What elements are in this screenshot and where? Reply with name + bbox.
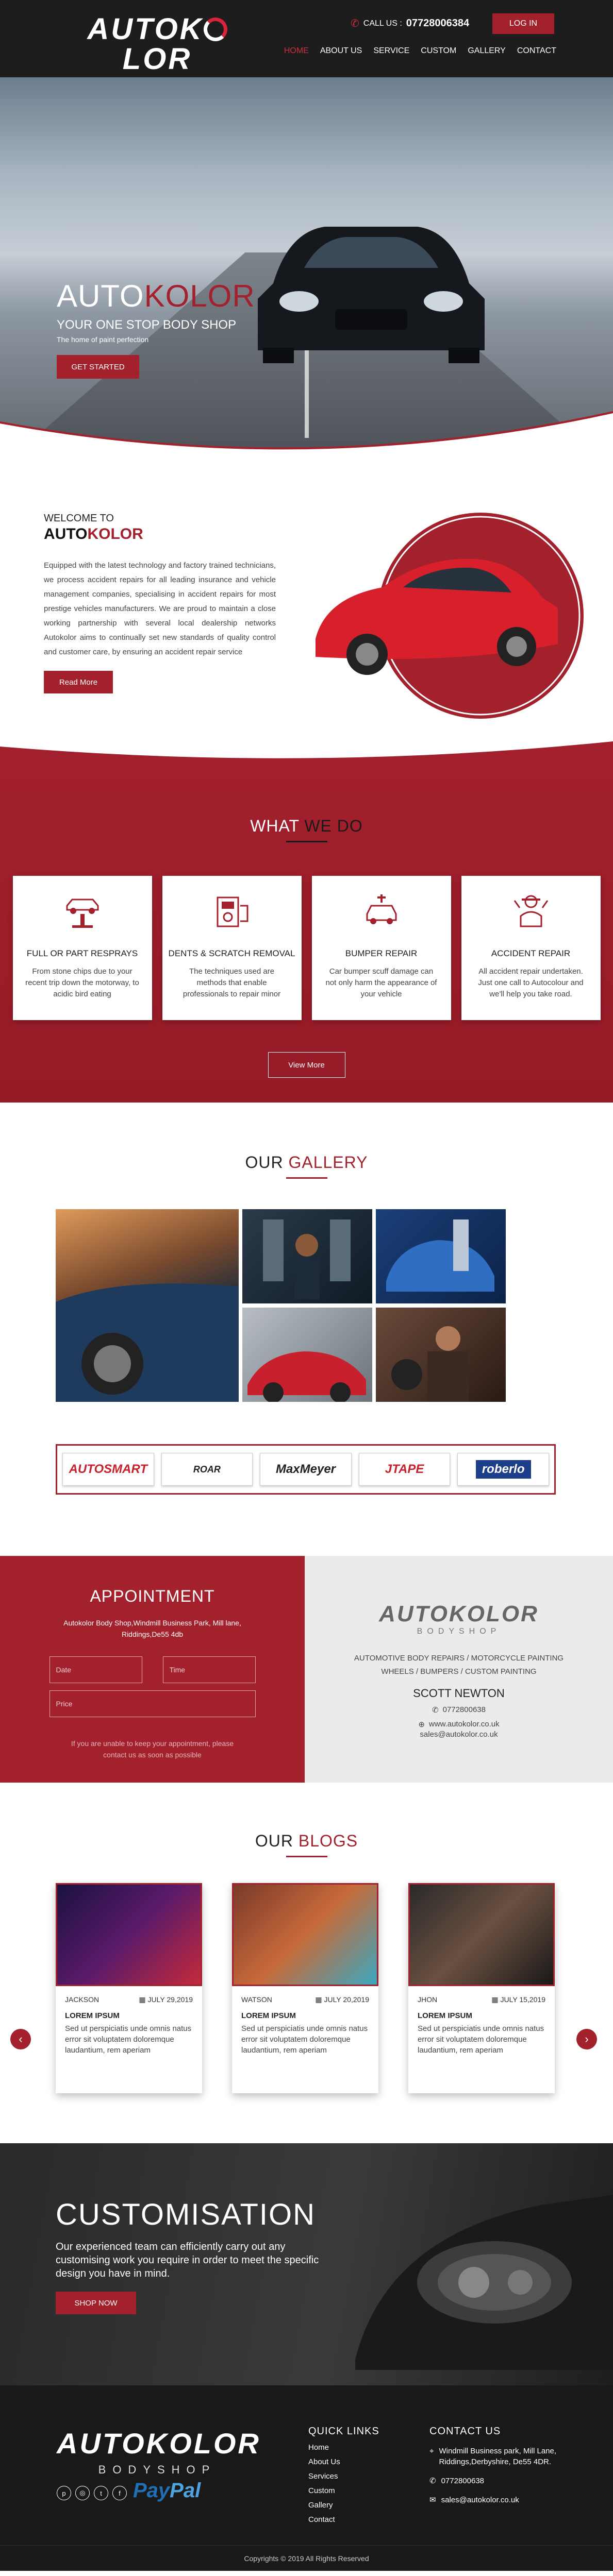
paypal-logo: PayPal: [133, 2479, 201, 2502]
hero-text: [57, 278, 255, 379]
logo-word: AUTOK: [87, 12, 204, 46]
contact-card-logo: AUTOKOLOR BODYSHOP: [379, 1601, 539, 1636]
view-more-button[interactable]: View More: [268, 1052, 345, 1078]
appointment-form: [0, 1556, 305, 1783]
quick-links: [308, 2426, 379, 2524]
contact-card-website[interactable]: ⊕ www.autokolor.co.uk: [418, 1720, 500, 1729]
footer-link-contact[interactable]: Contact: [308, 2515, 335, 2524]
welcome-car-image: [305, 510, 586, 721]
logo-word-end: LOR: [122, 42, 192, 76]
hero-subtitle: YOUR ONE STOP BODY SHOP: [57, 318, 237, 332]
nav-gallery[interactable]: GALLERY: [468, 46, 506, 55]
footer-email[interactable]: sales@autokolor.co.uk: [441, 2496, 519, 2504]
phone-icon: ✆: [351, 18, 359, 29]
site-header: [0, 0, 613, 77]
footer-link-services[interactable]: Services: [308, 2472, 338, 2481]
title-underline: [286, 1856, 327, 1857]
footer-link-gallery[interactable]: Gallery: [308, 2501, 333, 2510]
service-title: ACCIDENT REPAIR: [491, 948, 571, 958]
appointment-address: Autokolor Body Shop,Windmill Business Park, Mill lane, Riddings,De55 4db: [63, 1619, 241, 1638]
blog-excerpt: Sed ut perspiciatis unde omnis natus error sit voluptatem doloremque laudantium, rem aperiam: [65, 2024, 192, 2055]
service-desc: All accident repair undertaken. Just one call to Autocolour and we'll help you take road.: [478, 967, 584, 998]
location-icon: ⌖: [429, 2447, 434, 2455]
contact-card-phone[interactable]: ✆ 0772800638: [432, 1705, 486, 1715]
blog-author: WATSON: [241, 1995, 272, 2004]
blog-date: ▦ JULY 20,2019: [315, 1995, 369, 2004]
brand-logo[interactable]: AUTOSMART: [62, 1453, 154, 1486]
contact-card-name: SCOTT NEWTON: [413, 1687, 505, 1700]
gallery-image[interactable]: [56, 1209, 239, 1402]
blogs-section: [0, 1783, 613, 2143]
service-card[interactable]: [13, 876, 152, 1020]
blogs-title: OUR BLOGS: [255, 1832, 358, 1850]
pinterest-icon[interactable]: p: [57, 2486, 71, 2500]
date-field[interactable]: [49, 1656, 142, 1683]
gallery-image[interactable]: [242, 1209, 372, 1303]
service-desc: The techniques used are methods that enable professionals to repair minor: [183, 967, 281, 998]
service-title: FULL OR PART RESPRAYS: [26, 948, 138, 958]
welcome-body: Equipped with the latest technology and factory trained technicians, we process accident repairs for all leading insurance and vehicle management companies, specialising in accident repairs for most prestige vehicles manufacturers. We are proud to maintain a close working partnership with several local dealership networks Autokolor aims to continually set new standards of quality control and customer care, by ensuring an accident repair service: [44, 561, 276, 656]
brand-logo[interactable]: roberlo: [476, 1460, 531, 1479]
footer-phone[interactable]: 0772800638: [441, 2477, 485, 2485]
service-card[interactable]: [312, 876, 451, 1020]
service-title: BUMPER REPAIR: [345, 948, 418, 958]
hero-car-image: [242, 196, 500, 366]
blog-card[interactable]: [232, 1883, 378, 2093]
service-card[interactable]: [461, 876, 601, 1020]
shop-now-button[interactable]: SHOP NOW: [56, 2292, 136, 2314]
blog-image: [56, 1883, 202, 1986]
globe-icon: ⊕: [418, 1720, 425, 1729]
appointment-title: APPOINTMENT: [90, 1587, 215, 1605]
welcome-label: WELCOME TO: [44, 513, 114, 524]
car-lift-icon: [62, 890, 103, 931]
social-links: [57, 2486, 127, 2500]
title-underline: [286, 841, 327, 842]
gallery-image[interactable]: [242, 1308, 372, 1402]
nav-custom[interactable]: CUSTOM: [421, 46, 457, 55]
facebook-icon[interactable]: f: [112, 2486, 127, 2500]
quick-links-title: QUICK LINKS: [308, 2426, 379, 2437]
twitter-icon[interactable]: t: [94, 2486, 108, 2500]
gallery-section: [0, 1103, 613, 1556]
hero-banner: [0, 77, 613, 469]
appointment-note: If you are unable to keep your appointment, please contact us as soon as possible: [71, 1739, 234, 1759]
services-wave: [0, 736, 613, 767]
contact-card-email[interactable]: sales@autokolor.co.uk: [420, 1730, 498, 1739]
repair-station-icon: [211, 890, 253, 931]
phone-icon: ✆: [432, 1706, 439, 1715]
brand-logo[interactable]: MaxMeyer: [260, 1453, 352, 1486]
nav-service[interactable]: SERVICE: [373, 46, 410, 55]
blog-author: JACKSON: [65, 1995, 100, 2004]
hero-tagline: The home of paint perfection: [57, 335, 149, 344]
car-wrench-icon: [361, 890, 402, 931]
customisation-section: [0, 2143, 613, 2385]
customisation-title: CUSTOMISATION: [56, 2198, 316, 2231]
gallery-image[interactable]: [376, 1209, 506, 1303]
get-started-button[interactable]: GET STARTED: [57, 355, 139, 379]
appointment-section: [0, 1556, 613, 1783]
brand-logo[interactable]: ROAR: [161, 1453, 253, 1486]
welcome-section: [0, 469, 613, 737]
gallery-image[interactable]: [376, 1308, 506, 1402]
services-title: WHAT WE DO: [250, 817, 363, 835]
service-title: DENTS & SCRATCH REMOVAL: [168, 948, 295, 958]
gallery-title: OUR GALLERY: [245, 1153, 368, 1172]
brands-strip: [56, 1444, 556, 1495]
hero-wave: [0, 397, 613, 469]
instagram-icon[interactable]: ◎: [75, 2486, 90, 2500]
footer-address: Windmill Business park, Mill Lane, Riddings,Derbyshire, De55 4DR.: [439, 2447, 557, 2466]
time-field[interactable]: [163, 1656, 256, 1683]
blog-date: ▦ JULY 15,2019: [491, 1995, 545, 2004]
contact-card: [305, 1556, 613, 1783]
next-arrow-icon[interactable]: ›: [576, 2029, 597, 2049]
main-nav: [284, 46, 556, 56]
footer-link-home[interactable]: Home: [308, 2443, 329, 2452]
service-desc: From stone chips due to your recent trip down the motorway, to acidic bird eating: [25, 967, 139, 998]
call-label: CALL US :: [363, 19, 402, 28]
hero-title: AUTOKOLOR: [57, 279, 255, 313]
footer-link-about[interactable]: About Us: [308, 2458, 340, 2466]
blog-card[interactable]: [56, 1883, 202, 2093]
login-button[interactable]: LOG IN: [492, 13, 554, 34]
phone-icon: ✆: [429, 2477, 436, 2485]
contact-card-services: AUTOMOTIVE BODY REPAIRS / MOTORCYCLE PAINTING WHEELS / BUMPERS / CUSTOM PAINTING: [354, 1654, 564, 1676]
nav-about[interactable]: ABOUT US: [320, 46, 362, 55]
blog-heading: LOREM IPSUM: [65, 2011, 120, 2020]
footer-link-custom[interactable]: Custom: [308, 2486, 335, 2495]
service-desc: Car bumper scuff damage can not only harm the appearance of your vehicle: [325, 967, 437, 998]
mail-icon: ✉: [429, 2496, 436, 2504]
footer-contact: [429, 2426, 564, 2505]
blog-card[interactable]: [408, 1883, 555, 2093]
nav-home[interactable]: HOME: [284, 46, 309, 55]
blog-date: ▦ JULY 29,2019: [139, 1995, 193, 2004]
logo-o-icon: [204, 18, 227, 41]
services-section: [0, 737, 613, 1103]
blog-excerpt: Sed ut perspiciatis unde omnis natus error sit voluptatem doloremque laudantium, rem aperiam: [418, 2024, 544, 2055]
blog-excerpt: Sed ut perspiciatis unde omnis natus error sit voluptatem doloremque laudantium, rem aperiam: [241, 2024, 368, 2055]
blog-image: [408, 1883, 555, 1986]
service-card[interactable]: [162, 876, 302, 1020]
site-footer: [0, 2385, 613, 2571]
price-field[interactable]: [49, 1690, 256, 1717]
blog-author: JHON: [418, 1995, 438, 2004]
headlight-image: [324, 2174, 613, 2370]
prev-arrow-icon[interactable]: ‹: [10, 2029, 31, 2049]
blog-image: [232, 1883, 378, 1986]
mechanic-icon: [510, 890, 552, 931]
blog-heading: LOREM IPSUM: [241, 2011, 296, 2020]
customisation-body: Our experienced team can efficiently carry out any customising work you require in order to meet the specific design you have in mind.: [56, 2241, 319, 2279]
copyright: Copyrights © 2019 All Rights Reserved: [0, 2545, 613, 2571]
footer-contact-title: CONTACT US: [429, 2426, 501, 2437]
title-underline: [286, 1177, 327, 1179]
call-phone: 07728006384: [406, 18, 470, 29]
blog-heading: LOREM IPSUM: [418, 2011, 472, 2020]
call-us[interactable]: [351, 17, 469, 30]
footer-logo[interactable]: AUTOKOLOR BODYSHOP: [57, 2427, 261, 2476]
gallery-grid: [56, 1209, 556, 1402]
nav-contact[interactable]: CONTACT: [517, 46, 556, 55]
brand-logo[interactable]: JTAPE: [359, 1453, 451, 1486]
welcome-brand: AUTOKOLOR: [44, 526, 143, 543]
read-more-button[interactable]: Read More: [44, 671, 113, 693]
